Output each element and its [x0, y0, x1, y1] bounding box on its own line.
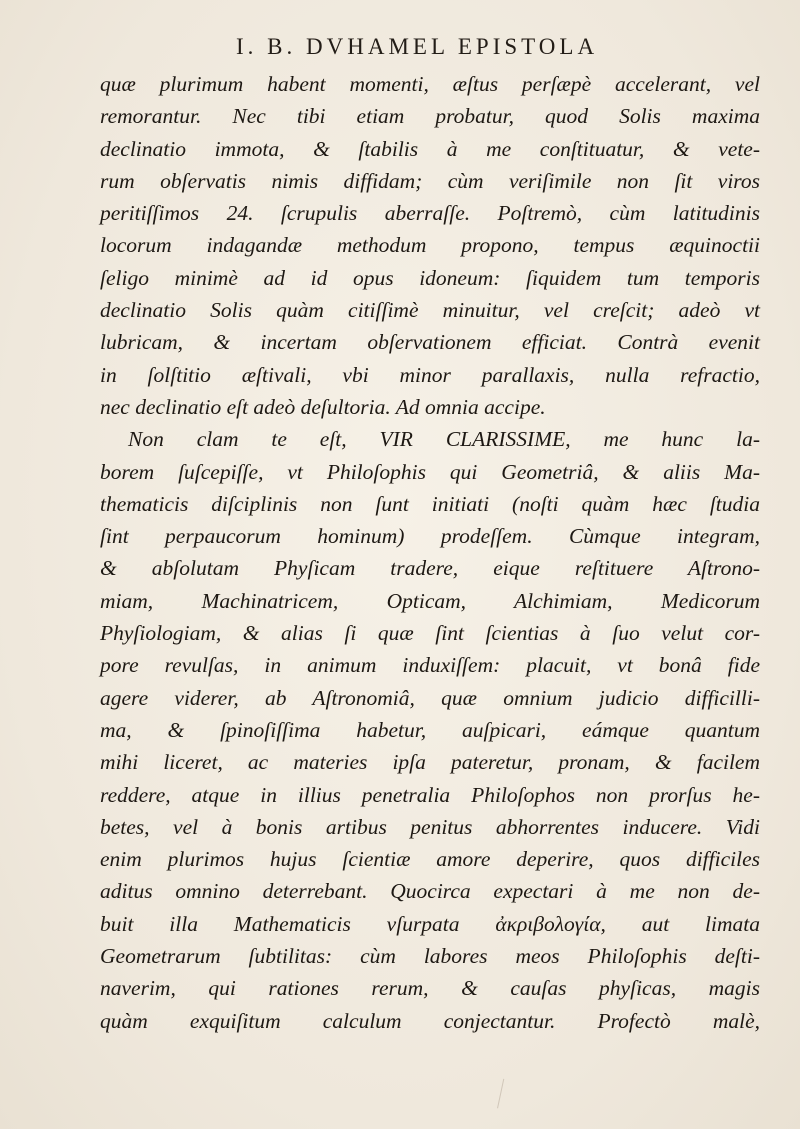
paper-crease: [497, 1079, 518, 1111]
text-line: in ſolſtitio æſtivali, vbi minor parallaxis, nulla refractio,: [100, 362, 760, 387]
text-line: declinatio immota, & ſtabilis à me conſtituatur, & vete-: [100, 136, 760, 161]
text-line: Phyſiologiam, & alias ſi quæ ſint ſcientias à ſuo velut cor-: [100, 621, 760, 646]
text-line: ma, & ſpinoſiſſima habetur, auſpicari, eámque quantum: [100, 717, 760, 742]
text-line: buit illa Mathematicis vſurpata ἀκριβολογία, aut limata: [100, 911, 760, 936]
text-line: enim plurimos hujus ſcientiæ amore deperire, quos difficiles: [100, 847, 760, 872]
body-text: [100, 68, 760, 1037]
text-line: pore revulſas, in animum induxiſſem: placuit, vt bonâ fide: [100, 653, 760, 678]
text-line: ſint perpaucorum hominum) prodeſſem. Cùmque integram,: [100, 524, 760, 549]
text-line: miam, Machinatricem, Opticam, Alchimiam, Medicorum: [100, 588, 760, 613]
text-line: quæ plurimum habent momenti, æſtus perſæpè accelerant, vel: [100, 72, 760, 96]
running-head: I. B. DVHAMEL EPISTOLA: [236, 34, 599, 59]
text-line: betes, vel à bonis artibus penitus abhorrentes inducere. Vidi: [100, 814, 760, 839]
text-line: rum obſervatis nimis diffidam; cùm veriſimile non ſit viros: [100, 168, 760, 193]
text-line: Geometrarum ſubtilitas: cùm labores meos Philoſophis deſti-: [100, 944, 760, 969]
text-line: Non clam te eſt, VIR CLARISSIME, me hunc la-: [128, 427, 760, 452]
text-line: lubricam, & incertam obſervationem efficiat. Contrà evenit: [100, 330, 760, 355]
text-line: naverim, qui rationes rerum, & cauſas phyſicas, magis: [100, 976, 760, 1001]
text-line: nec declinatio eſt adeò deſultoria. Ad omnia accipe.: [100, 394, 546, 419]
text-line: & abſolutam Phyſicam tradere, eique reſtituere Aſtrono-: [100, 556, 760, 581]
text-line: locorum indagandæ methodum propono, tempus æquinoctii: [100, 233, 760, 258]
text-line: mihi liceret, ac materies ipſa pateretur, pronam, & facilem: [100, 750, 760, 775]
text-line: reddere, atque in illius penetralia Philoſophos non prorſus he-: [100, 782, 760, 807]
text-line: aditus omnino deterrebant. Quocirca expectari à me non de-: [100, 879, 760, 904]
text-line: quàm exquiſitum calculum conjectantur. Profectò malè,: [100, 1008, 760, 1033]
text-line: thematicis diſciplinis non ſunt initiati (noſti quàm hæc ſtudia: [100, 491, 760, 516]
text-line: remorantur. Nec tibi etiam probatur, quod Solis maxima: [100, 104, 760, 129]
text-line: peritiſſimos 24. ſcrupulis aberraſſe. Poſtremò, cùm latitudinis: [100, 201, 760, 226]
text-line: borem ſuſcepiſſe, vt Philoſophis qui Geometriâ, & aliis Ma-: [100, 459, 760, 484]
text-line: ſeligo minimè ad id opus idoneum: ſiquidem tum temporis: [100, 265, 760, 290]
text-line: declinatio Solis quàm citiſſimè minuitur, vel creſcit; adeò vt: [100, 298, 760, 323]
text-line: agere viderer, ab Aſtronomiâ, quæ omnium judicio difficilli-: [100, 685, 760, 710]
